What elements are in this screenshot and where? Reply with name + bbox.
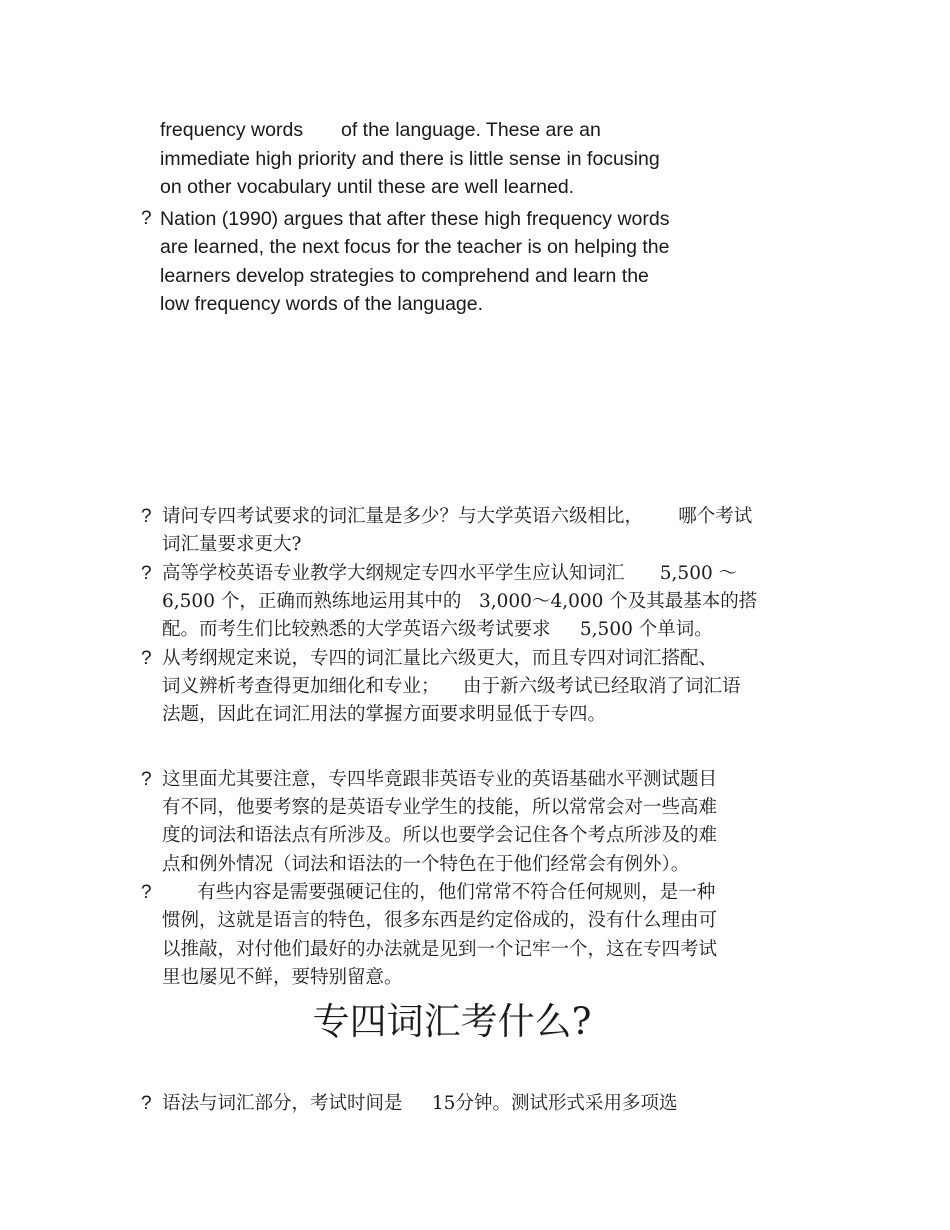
bullet-marker: ? xyxy=(141,208,152,229)
text-line: immediate high priority and there is little sense in focusing xyxy=(160,148,660,170)
text-line: 有不同，他要考察的是英语专业学生的技能，所以常常会对一些高难 xyxy=(162,797,718,818)
text-line: 从考纲规定来说，专四的词汇量比六级更大，而且专四对词汇搭配、 xyxy=(162,648,718,669)
text-line: 语法与词汇部分，考试时间是 15分钟。测试形式采用多项选 xyxy=(162,1093,678,1114)
text-line: 有些内容是需要强硬记住的，他们常常不符合任何规则，是一种 xyxy=(162,882,716,903)
text-line: 这里面尤其要注意，专四毕竟跟非英语专业的英语基础水平测试题目 xyxy=(162,769,718,790)
text-line: low frequency words of the language. xyxy=(160,293,484,315)
text-line: 法题，因此在词汇用法的掌握方面要求明显低于专四。 xyxy=(162,704,607,725)
section-heading: 专四词汇考什么? xyxy=(312,1000,592,1043)
text-line: Nation (1990) argues that after these high frequency words xyxy=(160,208,670,230)
text-line: 词汇量要求更大? xyxy=(162,534,302,555)
text-line: 配。而考生们比较熟悉的大学英语六级考试要求 5,500 个单词。 xyxy=(162,619,713,640)
bullet-marker: ? xyxy=(141,506,152,527)
text-line: 点和例外情况（词法和语法的一个特色在于他们经常会有例外）。 xyxy=(162,854,690,875)
bullet-marker: ? xyxy=(141,1093,152,1114)
text-line: on other vocabulary until these are well learned. xyxy=(160,176,575,198)
text-line: 高等学校英语专业教学大纲规定专四水平学生应认知词汇 5,500 ～ xyxy=(162,563,738,584)
text-line: frequency words of the language. These are an xyxy=(160,119,601,141)
text-line: 请问专四考试要求的词汇量是多少？与大学英语六级相比， 哪个考试 xyxy=(162,506,753,527)
text-line: 以推敲，对付他们最好的办法就是见到一个记牢一个，这在专四考试 xyxy=(162,939,718,960)
text-line: 6,500 个，正确而熟练地运用其中的 3,000～4,000 个及其最基本的搭 xyxy=(162,591,758,612)
text-line: 惯例，这就是语言的特色，很多东西是约定俗成的，没有什么理由可 xyxy=(162,910,718,931)
bullet-marker: ? xyxy=(141,648,152,669)
text-line: are learned, the next focus for the teacher is on helping the xyxy=(160,236,670,258)
text-line: 度的词法和语法点有所涉及。所以也要学会记住各个考点所涉及的难 xyxy=(162,825,718,846)
bullet-marker: ? xyxy=(141,769,152,790)
text-line: learners develop strategies to comprehend and learn the xyxy=(160,265,649,287)
text-line: 里也屡见不鲜，要特别留意。 xyxy=(162,967,403,988)
bullet-marker: ? xyxy=(141,563,152,584)
text-line: 词义辨析考查得更加细化和专业； 由于新六级考试已经取消了词汇语 xyxy=(162,676,741,697)
bullet-marker: ? xyxy=(141,882,152,903)
